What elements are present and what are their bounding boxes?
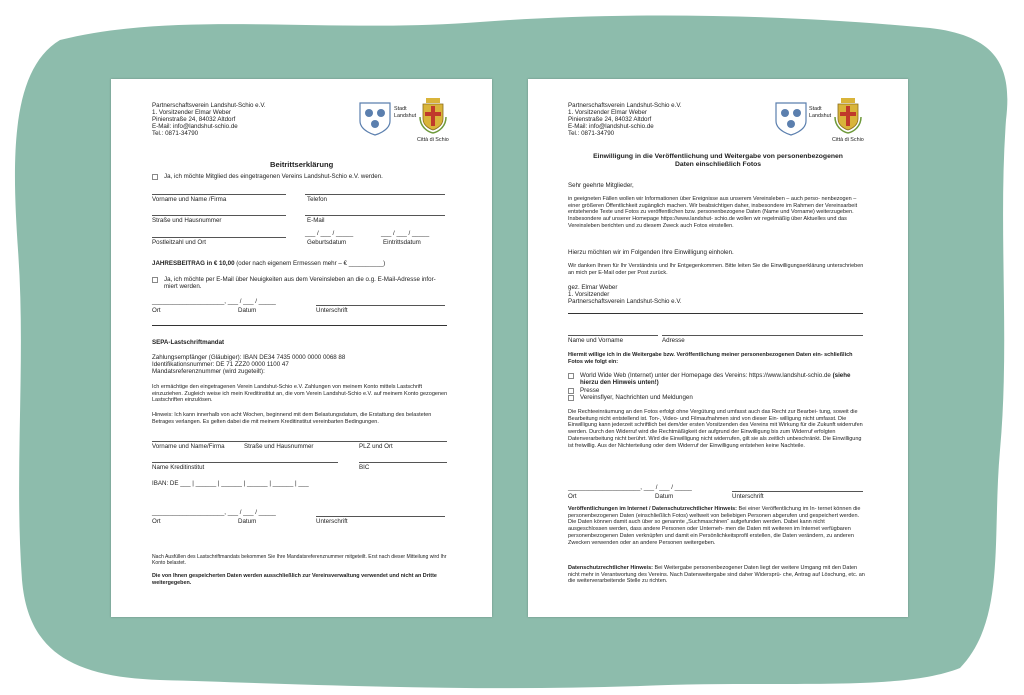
- email-label: E-Mail: [307, 217, 325, 224]
- membership-checkbox-label: Ja, ich möchte Mitglied des eingetragenen Vereins Landshut-Schio e.V. werden.: [164, 173, 383, 180]
- section-divider: [568, 313, 863, 314]
- letterhead-phone: Tel.: 0871-34790: [152, 130, 199, 137]
- birthdate-blank[interactable]: ___ / ___ / _____: [305, 230, 354, 237]
- name-label: Vorname und Name /Firma: [152, 196, 227, 203]
- consent-signature-line[interactable]: [732, 491, 863, 492]
- greeting: Sehr geehrte Mitglieder,: [568, 182, 634, 189]
- consent-press-label: Presse: [580, 387, 600, 394]
- bank-name-line[interactable]: [152, 462, 338, 463]
- signed-name: gez. Elmar Weber: [568, 284, 618, 291]
- consent-website-checkbox[interactable]: [568, 373, 574, 379]
- consent-request: Hierzu möchten wir im Folgenden Ihre Einwilligung einholen.: [568, 249, 734, 256]
- data-transfer-text: Bei Weitergabe personenbezogener Daten liegt der weitere Umgang mit den Daten nicht mehr in Verantwortung des Vereins. Nach Datenweitergabe sind daher Widersprü- che, Antrag auf Löschung, etc. an die weiterverarbeitende Stelle zu richten.: [568, 565, 865, 585]
- street-line[interactable]: [152, 215, 286, 216]
- data-transfer-notice: [568, 565, 865, 585]
- consent-signature-date-blank[interactable]: _____________________, ___ / ___ / _____: [568, 484, 692, 491]
- sepa-signature-date-blank[interactable]: _____________________, ___ / ___ / _____: [152, 509, 276, 516]
- logo-label-stadt: Stadt: [394, 106, 407, 112]
- letterhead-org: Partnerschaftsverein Landshut-Schio e.V.: [152, 102, 266, 109]
- holder-street-label: Straße und Hausnummer: [244, 443, 314, 450]
- phone-line[interactable]: [305, 194, 445, 195]
- signature-label: Unterschrift: [316, 307, 348, 314]
- newsletter-label-line1: Ja, ich möchte per E-Mail über Neuigkeiten aus dem Vereinsleben an die o.g. E-Mail-Adresse infor-: [164, 276, 436, 283]
- landshut-crest-icon: [358, 101, 392, 137]
- data-transfer-heading: Datenschutzrechtlicher Hinweis:: [568, 565, 653, 571]
- logo-label-landshut: Landshut: [809, 113, 832, 119]
- consent-website-see: (siehe: [830, 372, 851, 379]
- zip-city-label: Postleitzahl und Ort: [152, 239, 206, 246]
- consent-flyer-label: Vereinsflyer, Nachrichten und Meldungen: [580, 394, 693, 401]
- account-holder-line[interactable]: [152, 441, 447, 442]
- newsletter-checkbox[interactable]: [152, 277, 158, 283]
- thanks-paragraph: Wir danken Ihnen für Ihr Verständnis und Ihr Entgegenkommen. Bitte leiten Sie die Einwilligungserklärung unterschrieben an mich per E-Mail oder per Post zurück.: [568, 263, 864, 276]
- sepa-title: SEPA-Lastschriftmandat: [152, 339, 225, 346]
- zip-city-line[interactable]: [152, 237, 286, 238]
- consent-form-page: [528, 79, 908, 617]
- consent-address-label: Adresse: [662, 337, 685, 344]
- letterhead-address: Pinienstraße 24, 84032 Altdorf: [568, 116, 652, 123]
- sepa-creditor-id: Identifikationsnummer: DE 71 ZZZ0 0000 1100 47: [152, 361, 289, 368]
- logo-label-schio: Città di Schio: [417, 137, 449, 143]
- consent-date-label: Datum: [655, 493, 674, 500]
- consent-website-text: World Wide Web (Internet) unter der Homepage des Vereins: https://www.landshut-schio.de: [580, 372, 831, 379]
- internet-privacy-notice: [568, 506, 865, 546]
- data-privacy-footnote: Die von Ihnen gespeicherten Daten werden ausschließlich zur Vereinsverwaltung verwendet und nicht an Dritte weitergegeben.: [152, 573, 437, 586]
- consent-signature-label: Unterschrift: [732, 493, 764, 500]
- annual-fee-amount: JAHRESBEITRAG in € 10,00: [152, 260, 235, 267]
- sepa-signature-line[interactable]: [316, 516, 445, 517]
- letterhead-email: E-Mail: info@landshut-schio.de: [568, 123, 654, 130]
- sepa-mandate-ref: Mandatsreferenznummer (wird zugeteilt):: [152, 368, 265, 375]
- consent-name-label: Name und Vorname: [568, 337, 624, 344]
- letterhead-chair: 1. Vorsitzender Elmar Weber: [568, 109, 647, 116]
- consent-flyer-checkbox[interactable]: [568, 395, 574, 401]
- rights-paragraph: Die Rechteeinräumung an den Fotos erfolgt ohne Vergütung und umfasst auch das Recht zur Bearbei- tung, soweit die Bearbeitung nicht entstellend ist. Ton-, Video- und Filmaufnahmen sind von dieser Ein- willigung nicht umfasst. Die Einwilligung kann jederzeit schriftlich bei dem/der ersten Vorsitzenden des Vereins mit Wirkung für die Zukunft widerrufen werden. Durch den Widerruf wird die Rechtmäßigkeit der aufgrund der Einwilligung bis zum Widerruf erfolgten Datenverarbeitung nicht berührt. Wird die Einwilligung nicht widerrufen, gilt sie als zeitlich unbeschränkt. Die Einwilligung ist freiwillig. Aus der Nichterteilung oder dem Widerruf der Einwilligung entstehen keine Nachteile.: [568, 409, 863, 449]
- annual-fee: [152, 260, 385, 267]
- place-label: Ort: [152, 307, 161, 314]
- bic-line[interactable]: [359, 462, 447, 463]
- signature-line[interactable]: [316, 305, 445, 306]
- iban-field[interactable]: IBAN: DE ___ | ______ | ______ | ______ | ______ | ___: [152, 480, 309, 487]
- account-holder-label: Vorname und Name/Firma: [152, 443, 225, 450]
- mandate-footnote: Nach Ausfüllen des Lastschriftmandats bekommen Sie Ihre Mandatsreferenznummer mitgeteilt. Erst nach dieser Mitteilung wird Ihr Konto belastet.: [152, 554, 447, 567]
- membership-form-page: [111, 79, 492, 617]
- annual-fee-note: (oder nach eigenem Ermessen mehr – € __________): [234, 260, 386, 267]
- sepa-place-label: Ort: [152, 518, 161, 525]
- letterhead-email: E-Mail: info@landshut-schio.de: [152, 123, 238, 130]
- consent-name-line[interactable]: [568, 335, 658, 336]
- consent-title-line2: Daten einschließlich Fotos: [674, 161, 762, 168]
- letterhead-phone: Tel.: 0871-34790: [568, 130, 615, 137]
- consent-title-line1: Einwilligung in die Veröffentlichung und Weitergabe von personenbezogenen: [593, 153, 843, 160]
- birthdate-label: Geburtsdatum: [307, 239, 347, 246]
- internet-privacy-heading: Veröffentlichungen im Internet / Datenschutzrechtlicher Hinweis:: [568, 506, 738, 512]
- signed-org: Partnerschaftsverein Landshut-Schio e.V.: [568, 298, 682, 305]
- newsletter-label-line2: miert werden.: [164, 283, 202, 290]
- date-label: Datum: [238, 307, 257, 314]
- consent-website-note: hierzu den Hinweis unten!): [580, 379, 659, 386]
- membership-checkbox[interactable]: [152, 174, 158, 180]
- form-title: Beitrittserklärung: [270, 160, 334, 169]
- consent-address-line[interactable]: [662, 335, 863, 336]
- consent-intro: Hiermit willige ich in die Weitergabe bzw. Veröffentlichung meiner personenbezogenen Daten ein- schließlich Fotos wie folgt ein:: [568, 352, 853, 365]
- logo-label-stadt: Stadt: [809, 106, 822, 112]
- schio-crest-icon: [833, 97, 863, 135]
- landshut-crest-icon: [774, 101, 808, 137]
- letterhead-address: Pinienstraße 24, 84032 Altdorf: [152, 116, 236, 123]
- signature-date-blank[interactable]: _____________________, ___ / ___ / _____: [152, 298, 276, 305]
- email-line[interactable]: [305, 215, 445, 216]
- logo-label-schio: Città di Schio: [832, 137, 864, 143]
- consent-press-checkbox[interactable]: [568, 388, 574, 394]
- sepa-date-label: Datum: [238, 518, 257, 525]
- entry-date-blank[interactable]: ___ / ___ / _____: [381, 230, 430, 237]
- letterhead-org: Partnerschaftsverein Landshut-Schio e.V.: [568, 102, 682, 109]
- bank-name-label: Name Kreditinstitut: [152, 464, 205, 471]
- holder-zip-city-label: PLZ und Ort: [359, 443, 393, 450]
- sepa-signature-label: Unterschrift: [316, 518, 348, 525]
- letterhead-chair: 1. Vorsitzender Elmar Weber: [152, 109, 231, 116]
- logo-label-landshut: Landshut: [394, 113, 417, 119]
- schio-crest-icon: [418, 97, 448, 135]
- consent-place-label: Ort: [568, 493, 577, 500]
- entry-date-label: Eintrittsdatum: [383, 239, 421, 246]
- name-line[interactable]: [152, 194, 286, 195]
- sepa-creditor-iban: Zahlungsempfänger (Gläubiger): IBAN DE34 7435 0000 0000 0068 88: [152, 354, 346, 361]
- sepa-refund-note: Hinweis: Ich kann innerhalb von acht Wochen, beginnend mit dem Belastungsdatum, die Erstattung des belasteten Betrages verlangen. Es gelten dabei die mit meinem Kreditinstitut vereinbarten Bedingungen.: [152, 412, 432, 425]
- street-label: Straße und Hausnummer: [152, 217, 222, 224]
- signed-role: 1. Vorsitzender: [568, 291, 610, 298]
- internet-privacy-text: Bei einer Veröffentlichung im In- ternet können die personenbezogenen Daten (einschließlich Fotos) weltweit von beliebigen Personen abgerufen und gespeichert werden. Die Daten können damit auch über so genannte „Suchmaschinen“ aufgefunden werden. Dabei kann nicht ausgeschlossen werden, dass andere Personen oder Unterneh- men die Daten mit weiteren im Internet verfügbaren personenbezogenen Daten verknüpfen und damit ein Persönlichkeitsprofil erstellen, die Daten verändern, zu anderen Zwecken verwenden oder an andere Personen weitergeben.: [568, 506, 861, 546]
- bic-label: BIC: [359, 464, 370, 471]
- section-divider: [152, 325, 447, 326]
- sepa-authorization-text: Ich ermächtige den eingetragenen Verein Landshut-Schio e.V. Zahlungen von meinem Konto mittels Lastschrift einzuziehen. Zugleich weise ich mein Kreditinstitut an, die vom Verein Landshut-Schio e.V. auf meinem Konto gezogenen Lastschriften einzulösen.: [152, 384, 448, 404]
- intro-paragraph: in geeigneten Fällen wollen wir Informationen über Ereignisse aus unserem Vereinsleben – auch perso- nenbezogen – einer größeren Öffentlichkeit zugänglich machen. Wir beabsichtigen daher, insbesondere im Rahmen der Vereinsarbeit entstehende Texte und Fotos zu veröffentlichen bzw. personenbezogene Daten (Name und Vorname) weiterzugeben. Insbesondere auf unserer Homepage https://www.landshut- schio.de wollen wir regelmäßig über Aktuelles und das Vereinsleben berichten und zu diesem Zweck auch Fotos einstellen.: [568, 196, 858, 229]
- phone-label: Telefon: [307, 196, 327, 203]
